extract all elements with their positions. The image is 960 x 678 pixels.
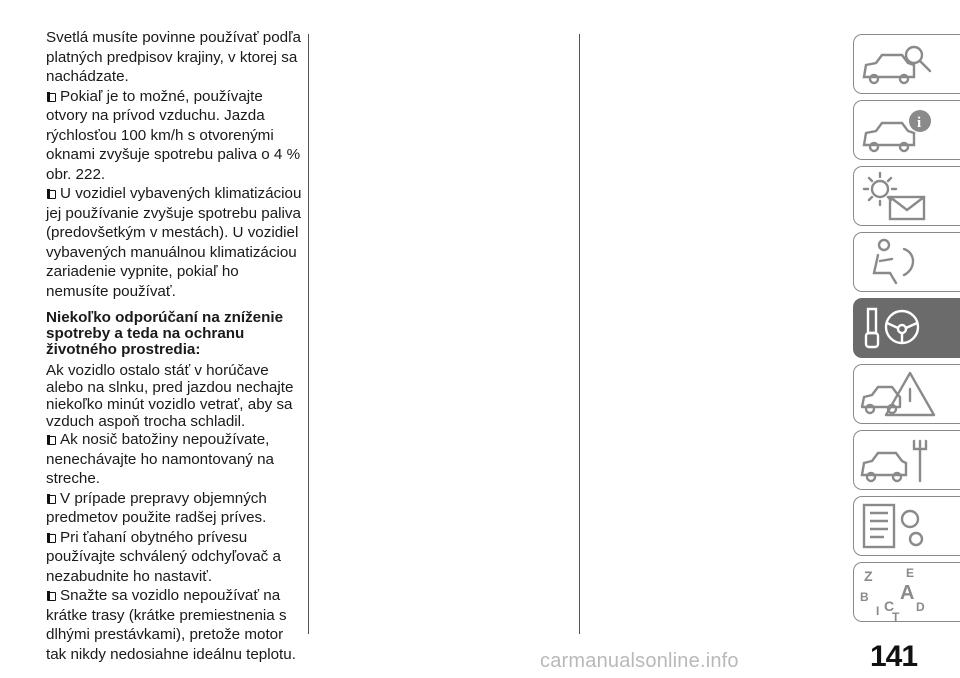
section-heading: Niekoľko odporúčaní na zníženie spotreby a teda na ochranu životného prostredia: [46, 309, 284, 358]
tab-car-warning[interactable] [853, 364, 960, 424]
lights-message-icon [854, 167, 960, 227]
alphabet-index-icon [854, 563, 960, 623]
bullet-roof-rack: Ak nosič batožiny nepoužívate, nenechávajte ho namontovaný na streche. [46, 431, 274, 487]
column-divider [308, 34, 309, 634]
page-number: 141 [870, 640, 918, 673]
svg-text:i: i [917, 115, 922, 131]
tab-airbag-seat[interactable] [853, 232, 960, 292]
bullet-marker-icon [47, 436, 56, 445]
tab-specs-gears[interactable] [853, 496, 960, 556]
index-letter: I [876, 604, 880, 618]
bullet-marker-icon [47, 190, 56, 199]
bullet-short-trips: Snažte sa vozidlo nepoužívať na krátke trasy (krátke premiestnenia s dlhými prestávkami), pretože motor tak nikdy nedosiahne ideálnu teplotu. [46, 587, 296, 663]
tab-lights-message[interactable] [853, 166, 960, 226]
index-letter: Z [864, 568, 873, 584]
tab-car-search[interactable] [853, 34, 960, 94]
bullet-air-conditioning: U vozidiel vybavených klimatizáciou jej používanie zvyšuje spotrebu paliva (predovšetkým v mestách). U vozidiel vybavených manuálnou klimatizáciou zariadenie vypnite, pokiaľ ho nemusíte používať. [46, 185, 302, 300]
index-letter: C [884, 598, 895, 614]
index-letter: D [916, 600, 925, 614]
bullet-marker-icon [47, 534, 56, 543]
paragraph-ventilate: Ak vozidlo ostalo stáť v horúčave alebo na slnku, pred jazdou nechajte niekoľko minút vozidlo vetrať, aby sa vzduch aspoň trocha schladil. [46, 362, 294, 430]
car-warning-icon [854, 365, 960, 425]
airbag-seat-icon [854, 233, 960, 293]
car-wrench-icon [854, 431, 960, 491]
specs-gears-icon [854, 497, 960, 557]
bullet-marker-icon [47, 93, 56, 102]
tab-alphabet-index[interactable] [853, 562, 960, 622]
car-info-icon [854, 101, 960, 161]
bullet-caravan: Pri ťahaní obytného prívesu používajte schválený odchyľovač a nezabudnite ho nastaviť. [46, 528, 281, 585]
tab-car-wrench[interactable] [853, 430, 960, 490]
bullet-marker-icon [47, 592, 56, 601]
bullet-trailer: V prípade prepravy objemných predmetov použite radšej príves. [46, 489, 267, 526]
index-letter: A [900, 582, 915, 604]
bullet-marker-icon [47, 495, 56, 504]
car-search-icon [854, 35, 960, 95]
column-divider [579, 34, 580, 634]
watermark: carmanualsonline.info [540, 650, 739, 672]
text-column [46, 28, 304, 664]
bullet-air-vents: Pokiaľ je to možné, používajte otvory na prívod vzduchu. Jazda rýchlosťou 100 km/h s otvorenými oknami zvyšuje spotrebu paliva o 4 % obr. 222. [46, 87, 301, 183]
key-steering-wheel-icon [854, 299, 960, 359]
index-letter: T [892, 610, 900, 623]
tab-key-steering-wheel[interactable] [853, 298, 960, 358]
index-letter: E [906, 566, 915, 580]
index-letter: B [860, 590, 869, 604]
paragraph-lights: Svetlá musíte povinne používať podľa platných predpisov krajiny, v ktorej sa nachádzate. [46, 29, 301, 85]
tab-car-info[interactable] [853, 100, 960, 160]
chapter-tabs [853, 34, 960, 628]
